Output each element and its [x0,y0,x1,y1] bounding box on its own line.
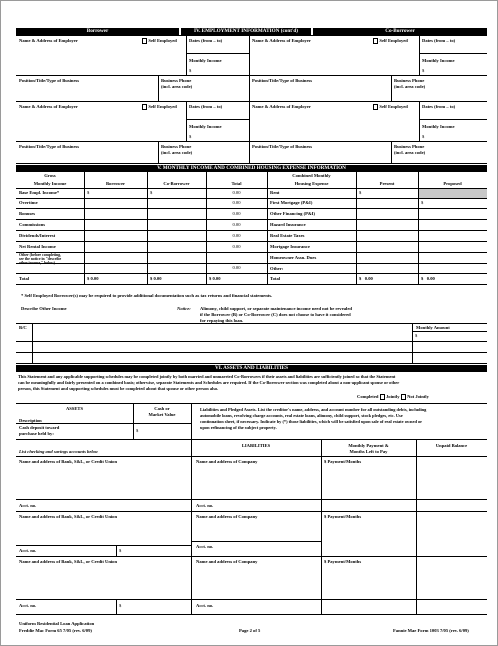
proposed-col-header: Proposed [443,181,462,186]
total-borrower: $ 0.00 [87,276,99,281]
total-col-header: Total [231,181,242,186]
cash-deposit-label-2: purchase held by: [19,431,54,436]
notice-line-1: Alimony, child support, or separate maintenance income need not be revealed [200,306,352,311]
row-dividends: Dividends/Interest [19,233,56,238]
row-rent: Rent [270,190,280,195]
co-employer-name-label-2: Name & Address of Employer [252,104,311,109]
row-real-estate-taxes: Real Estate Taxes [270,233,305,238]
monthly-amount-label: Monthly Amount [416,325,450,330]
position-label: Position/Title/Type of Business [19,78,80,83]
assets-section-title: VI. ASSETS AND LIABILITIES [16,365,487,372]
assets-header: ASSETS [65,406,84,411]
base-income-coborrower-field[interactable]: $ [150,190,153,195]
market-value-label: Market Value [148,412,176,417]
description-label: Description [19,418,42,423]
co-dates-label-2: Dates (from – to) [422,104,456,109]
footer-title: Uniform Residential Loan Application [19,621,95,626]
row-hoa-dues: Homeowner Assn. Dues [270,255,317,260]
total-coborrower: $ 0.00 [150,276,162,281]
total-base: 0.00 [232,190,241,195]
self-employed-checkbox-2[interactable]: Self Employed [142,104,177,110]
dates-label-2: Dates (from – to) [189,104,223,109]
checkbox-icon [373,104,378,109]
employment-coborrower-header: Co-Borrower [313,28,487,35]
assets-intro-2: can be meaningfully and fairly presented on a combined basis; otherwise, separate Statements and Schedules are required. If the Co-Borrower section was completed about a non-applicant spouse or other [18,380,400,385]
checking-savings-label: List checking and savings accounts below [19,449,98,454]
employer-name-label: Name & Address of Employer [19,38,78,43]
bank-balance-field-2[interactable]: $ [119,548,122,553]
total-overtime: 0.00 [232,200,241,205]
footer-freddie-form: Freddie Mac Form 65 7/05 (rev. 6/09) [19,628,92,633]
co-area-code-label-2: (incl. area code) [394,150,426,155]
co-monthly-income-field[interactable]: $ [422,68,425,73]
bank-name-label-1: Name and address of Bank, S&L, or Credit Union [19,459,118,464]
monthly-amount-field[interactable]: $ [415,333,418,338]
notice-line-2: if the Borrower (B) or Co-Borrower (C) does not choose to have it considered [200,312,351,317]
not-jointly-checkbox[interactable] [401,394,406,399]
borrower-col-header: Borrower [105,181,126,186]
co-employer-name-label: Name & Address of Employer [252,38,311,43]
area-code-label: (incl. area code) [161,84,193,89]
row-housing-total: Total [270,276,281,281]
row-overtime: Overtime [19,200,38,205]
row-bonuses: Bonuses [19,211,36,216]
position-label-2: Position/Title/Type of Business [19,144,80,149]
monthly-payment-header-2: Months Left to Pay [349,449,388,454]
checkbox-icon [142,38,147,43]
checkbox-icon [142,104,147,109]
bc-label: B/C [19,325,27,330]
present-total: $ 0.00 [359,276,373,281]
row-mortgage-insurance: Mortgage Insurance [270,244,310,249]
total-dividends: 0.00 [232,233,241,238]
jointly-checkbox[interactable] [380,394,385,399]
row-hazard-insurance: Hazard Insurance [270,222,306,227]
cash-deposit-label-1: Cash deposit toward [19,425,60,430]
proposed-rent-shade [419,189,487,198]
bank-name-label-2: Name and address of Bank, S&L, or Credit Union [19,514,118,519]
gross-label: Gross [44,173,56,178]
co-business-phone-label: Business Phone [394,78,425,83]
monthly-payment-header-1: Monthly Payment & [348,443,389,448]
total-commissions: 0.00 [232,222,241,227]
employment-section-title: IV. EMPLOYMENT INFORMATION (cont'd) [181,28,311,35]
proposed-total: $ 0.00 [421,276,435,281]
proposed-mortgage-field[interactable]: $ [421,200,424,205]
total-net-rental: 0.00 [232,244,241,249]
unpaid-balance-header: Unpaid Balance [435,443,468,448]
housing-expense-header-1: Combined Monthly [292,173,331,178]
dates-label: Dates (from – to) [189,38,223,43]
business-phone-label: Business Phone [161,78,192,83]
co-area-code-label: (incl. area code) [394,84,426,89]
payment-months-field-1[interactable]: $ Payment/Months [324,459,362,464]
employer-name-label-2: Name & Address of Employer [19,104,78,109]
liabilities-intro-2: automobile loans, revolving charge accounts, real estate loans, alimony, child support, stock pledges, etc. Use [200,413,403,418]
liabilities-header: LIABILITIES [241,443,271,448]
company-name-label-2: Name and address of Company [196,514,258,519]
row-other-housing: Other: [270,266,284,271]
assets-intro-3: person, this Statement and supporting schedules must be completed about that spouse or other person also. [18,386,219,391]
row-other-financing: Other Financing (P&I) [270,211,316,216]
co-monthly-income-label: Monthly Income [422,58,455,63]
present-col-header: Present [379,181,395,186]
area-code-label-2: (incl. area code) [161,150,193,155]
assets-intro-1: This Statement and any applicable supporting schedules may be completed jointly by both married and unmarried Co-Borrowers if their assets and liabilities are sufficiently joined so that the Statement [18,374,396,379]
row-first-mortgage: First Mortgage (P&I) [270,200,313,205]
monthly-income-field[interactable]: $ [189,68,192,73]
row-total: Total [19,276,30,281]
row-other-2: see the notice in "describe [19,257,62,261]
bank-balance-field-3[interactable]: $ [119,603,122,608]
business-phone-label-2: Business Phone [161,144,192,149]
monthly-income-header: Monthly Income [33,181,67,186]
notice-label: Notice: [177,306,191,311]
company-name-label-3: Name and address of Company [196,559,258,564]
monthly-income-label-2: Monthly Income [189,124,222,129]
notice-line-3: for repaying this loan. [200,318,244,323]
housing-expense-header-2: Housing Expense [294,181,329,186]
row-net-rental: Net Rental Income [19,244,56,249]
cash-deposit-field[interactable]: $ [136,428,139,433]
liabilities-intro-4: upon refinancing of the subject property. [200,425,277,430]
row-other-3: other income," below) [19,261,55,265]
monthly-income-label: Monthly Income [189,58,222,63]
co-dates-label: Dates (from – to) [422,38,456,43]
employment-borrower-header: Borrower [16,28,179,35]
present-rent-field[interactable]: $ [359,190,362,195]
payment-months-field-3[interactable]: $ Payment/Months [324,559,362,564]
describe-other-income-label: Describe Other Income [21,306,67,311]
bank-acct-label-1: Acct. no. [19,503,37,508]
row-other-1: Other (before completing, [19,253,61,257]
checkbox-icon [373,38,378,43]
total-bonuses: 0.00 [232,211,241,216]
co-monthly-income-label-2: Monthly Income [422,124,455,129]
co-position-label: Position/Title/Type of Business [252,78,313,83]
base-income-borrower-field[interactable]: $ [87,190,90,195]
monthly-income-field-2[interactable]: $ [189,134,192,139]
bank-acct-label-2: Acct. no. [19,548,37,553]
liabilities-intro-3: continuation sheet, if necessary. Indicate by (*) those liabilities, which will be satisfied upon sale of real estate owned or [200,419,423,424]
total-other: 0.00 [232,265,241,270]
cash-or-label: Cash or [154,406,170,411]
company-acct-label-2: Acct. no. [196,544,214,549]
liabilities-intro-1: Liabilities and Pledged Assets. List the creditor's name, address, and account number for all outstanding debts, including [200,407,427,412]
company-name-label-1: Name and address of Company [196,459,258,464]
coborrower-col-header: Co-Borrower [163,181,190,186]
company-acct-label-3: Acct. no. [196,603,214,608]
co-monthly-income-field-2[interactable]: $ [422,134,425,139]
co-self-employed-checkbox[interactable]: Self Employed [373,38,408,44]
completed-options: Completed Jointly Not Jointly [357,394,429,399]
self-employed-note: * Self Employed Borrower(s) may be required to provide additional documentation such as tax returns and financial statements. [21,293,273,298]
total-total: $ 0.00 [209,276,221,281]
co-business-phone-label-2: Business Phone [394,144,425,149]
co-self-employed-checkbox-2[interactable]: Self Employed [373,104,408,110]
footer-page-number: Page 2 of 5 [239,628,261,633]
footer-fannie-form: Fannie Mae Form 1003 7/05 (rev. 6/09) [393,628,469,633]
self-employed-checkbox[interactable]: Self Employed [142,38,177,44]
bank-name-label-3: Name and address of Bank, S&L, or Credit Union [19,559,118,564]
co-position-label-2: Position/Title/Type of Business [252,144,313,149]
bank-acct-label-3: Acct. no. [19,603,37,608]
income-section-title: V. MONTHLY INCOME AND COMBINED HOUSING EXPENSE INFORMATION [16,165,487,172]
payment-months-field-2[interactable]: $ Payment/Months [324,514,362,519]
company-acct-label-1: Acct. no. [196,503,214,508]
row-commissions: Commissions [19,222,46,227]
row-base-income: Base Empl. Income* [19,190,60,195]
